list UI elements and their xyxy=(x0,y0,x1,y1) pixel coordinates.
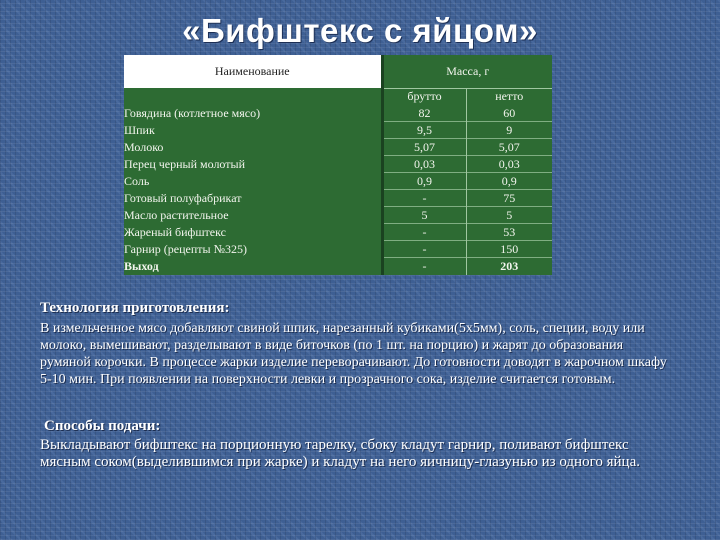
netto-value: 5 xyxy=(467,207,553,224)
serving-text: Выкладывают бифштекс на порционную тарелку, сбоку кладут гарнир, поливают бифштекс мясным соком(выделившимся при жарке) и кладут на него яичницу-глазунью из одного яйца. xyxy=(40,437,640,470)
brutto-value: - xyxy=(384,224,466,241)
brutto-value: 5 xyxy=(384,207,466,224)
netto-value: 53 xyxy=(467,224,553,241)
yield-label: Выход xyxy=(124,259,159,274)
netto-value: 5,07 xyxy=(467,139,553,156)
netto-value: 0,03 xyxy=(467,156,553,173)
column-header-name: Наименование xyxy=(124,55,382,88)
brutto-value: - xyxy=(422,259,427,274)
netto-value: 150 xyxy=(467,241,553,258)
ingredient-name: Соль xyxy=(124,173,150,188)
brutto-value: - xyxy=(384,190,466,207)
serving-heading: Способы подачи: xyxy=(44,418,161,434)
brutto-column xyxy=(382,105,466,276)
ingredient-name: Гарнир (рецепты №325) xyxy=(124,242,248,257)
brutto-value: 5,07 xyxy=(384,139,466,156)
ingredient-name: Жареный бифштекс xyxy=(124,225,226,240)
page-title: «Бифштекс с яйцом» xyxy=(182,12,538,49)
technology-text: В измельченное мясо добавляют свиной шпик, нарезанный кубиками(5х5мм), соль, специи, воду или молоко, вымешивают, разделывают в виде биточков (по 1 шт. на порцию) и жарят до образования румяной корочки. В процессе жарки изделие переворачивают. До готовности доводят в жарочном шкафу 5-10 мин. При появлении на поверхности левки и прозрачного сока, изделие считается готовым. xyxy=(40,321,667,387)
technology-heading: Технология приготовления: xyxy=(40,300,230,316)
brutto-value: 0,03 xyxy=(384,156,466,173)
ingredient-name: Молоко xyxy=(124,139,164,154)
netto-value: 75 xyxy=(467,190,553,207)
brutto-value: 82 xyxy=(384,105,466,122)
netto-column xyxy=(466,105,552,276)
column-header-mass: Масса, г xyxy=(382,55,552,88)
ingredient-name: Масло растительное xyxy=(124,208,229,223)
recipe-table xyxy=(124,55,552,275)
netto-value: 60 xyxy=(467,105,553,122)
brutto-value: 0,9 xyxy=(384,173,466,190)
netto-value: 0,9 xyxy=(467,173,553,190)
ingredient-names xyxy=(124,105,382,276)
brutto-value: - xyxy=(384,241,466,258)
column-header-netto: нетто xyxy=(466,88,552,105)
ingredient-name: Шпик xyxy=(124,122,155,137)
netto-value: 9 xyxy=(467,122,553,139)
ingredient-name: Перец черный молотый xyxy=(124,156,246,171)
ingredient-name: Готовый полуфабрикат xyxy=(124,190,242,205)
brutto-value: 9,5 xyxy=(384,122,466,139)
header-spacer xyxy=(124,88,382,105)
column-header-brutto: брутто xyxy=(382,88,466,105)
yield-value: 203 xyxy=(500,259,519,274)
ingredient-name: Говядина (котлетное мясо) xyxy=(124,105,261,120)
